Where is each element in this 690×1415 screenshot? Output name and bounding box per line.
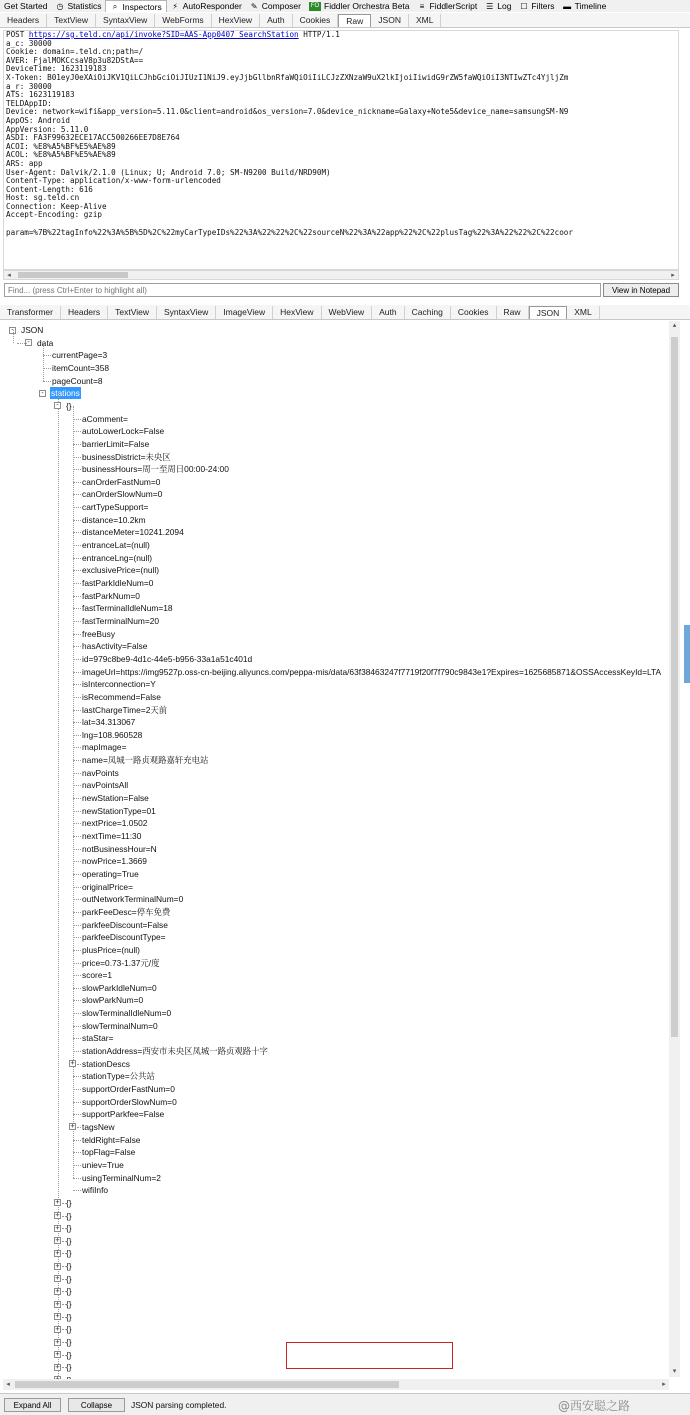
request-header-line: Content-Length: 616 xyxy=(6,184,93,194)
tree-guide-line xyxy=(73,570,81,571)
tree-guide-line xyxy=(73,798,81,799)
toolbar-tab-inspectors[interactable] xyxy=(105,0,166,12)
tree-node-station[interactable]: {} xyxy=(66,1197,72,1208)
status-message: JSON parsing completed. xyxy=(131,1400,227,1410)
tree-guide-line xyxy=(73,811,81,812)
tree-node-field[interactable]: aComment= xyxy=(82,413,128,424)
request-header-line: User-Agent: Dalvik/2.1.0 (Linux; U; Android 7.0; SM-N9200 Build/NRD90M) xyxy=(6,167,331,177)
scrollbar-thumb[interactable] xyxy=(18,272,128,278)
tree-guide-line xyxy=(73,937,81,938)
expand-all-button[interactable]: Expand All xyxy=(4,1398,61,1412)
toolbar-tab-label: Statistics xyxy=(67,1,102,11)
request-header-line: TELDAppID: xyxy=(6,98,52,108)
checkbox-icon: ☐ xyxy=(520,1,528,11)
tree-guide-line xyxy=(73,1038,81,1039)
tree-node-station[interactable]: {} xyxy=(66,1311,72,1322)
tree-guide-line xyxy=(43,381,51,382)
tree-node-field[interactable]: autoLowerLock=False xyxy=(82,426,165,437)
tree-node-field[interactable]: parkFeeDesc=停车免费 xyxy=(82,906,171,917)
expand-toggle-icon[interactable]: + xyxy=(55,1324,60,1333)
tree-node-field[interactable]: navPointsAll xyxy=(82,780,129,791)
tree-node-station[interactable]: {} xyxy=(66,1273,72,1284)
log-icon: ☰ xyxy=(486,1,494,11)
expand-toggle-icon[interactable]: + xyxy=(55,1248,60,1257)
request-header-line: AppOS: Android xyxy=(6,115,71,125)
tree-guide-line xyxy=(73,1051,81,1052)
tree-node-field[interactable]: freeBusy xyxy=(82,628,116,639)
tree-node-field[interactable]: supportOrderFastNum=0 xyxy=(82,1084,175,1094)
tab-headers[interactable]: Headers xyxy=(61,306,108,319)
expand-toggle-icon[interactable]: + xyxy=(55,1362,60,1371)
tree-node-field[interactable]: plusPrice=(null) xyxy=(82,944,140,955)
response-inspector-tabs xyxy=(0,305,690,320)
script-icon: ≡ xyxy=(419,1,425,11)
tab-hexview[interactable]: HexView xyxy=(212,14,260,27)
tree-guide-line xyxy=(73,659,81,660)
tab-syntaxview[interactable]: SyntaxView xyxy=(96,14,155,27)
tree-guide-line xyxy=(73,760,81,761)
tree-node-station[interactable]: {} xyxy=(66,1337,72,1347)
toolbar-tab-fiddler-orchestra-beta[interactable] xyxy=(305,0,414,12)
tree-guide-line xyxy=(73,419,81,420)
scroll-down-icon[interactable]: ▾ xyxy=(672,1368,677,1375)
expand-toggle-icon[interactable]: + xyxy=(55,1261,60,1270)
tab-webforms[interactable]: WebForms xyxy=(155,14,211,27)
tab-webview[interactable]: WebView xyxy=(322,306,373,319)
tree-node-station[interactable]: {} xyxy=(66,1286,72,1297)
tree-node-field[interactable]: distanceMeter=10241.2094 xyxy=(82,527,184,538)
tree-guide-line xyxy=(73,1114,81,1115)
tree-vertical-scrollbar[interactable] xyxy=(669,321,680,1377)
expand-toggle-icon[interactable]: + xyxy=(55,1337,60,1346)
toolbar-tab-label: Fiddler Orchestra Beta xyxy=(324,1,410,11)
toolbar-tab-fiddlerscript[interactable] xyxy=(414,0,482,12)
tree-node-field[interactable]: fastTerminalNum=20 xyxy=(82,615,160,626)
tree-guide-line xyxy=(73,558,81,559)
tree-guide-line xyxy=(73,494,81,495)
expand-toggle-icon[interactable]: + xyxy=(70,1122,75,1131)
toolbar-tab-timeline[interactable] xyxy=(559,0,611,12)
tree-guide-line xyxy=(77,1064,81,1065)
tree-guide-line xyxy=(73,457,81,458)
expand-toggle-icon[interactable]: + xyxy=(55,1211,60,1219)
tree-guide-line xyxy=(73,899,81,900)
tree-node-field[interactable]: hasActivity=False xyxy=(82,641,148,652)
collapse-button[interactable]: Collapse xyxy=(68,1398,125,1412)
tree-guide-line xyxy=(73,507,81,508)
tree-node-field[interactable]: canOrderFastNum=0 xyxy=(82,476,161,487)
stopwatch-icon: ◷ xyxy=(56,1,64,11)
scroll-left-icon[interactable]: ◂ xyxy=(6,1381,10,1388)
tree-node-field[interactable]: usingTerminalNum=2 xyxy=(82,1172,161,1183)
tree-guide-line xyxy=(73,1178,81,1179)
tree-node-field[interactable]: supportParkfee=False xyxy=(82,1109,165,1120)
expand-toggle-icon[interactable]: + xyxy=(55,1299,60,1308)
toolbar-tab-label: Composer xyxy=(261,1,301,11)
tree-node-field[interactable]: cartTypeSupport= xyxy=(82,502,149,513)
tree-node-field[interactable]: imageUrl=https://img9527p.oss-cn-beijing.aliyuncs.com/peppa-mis/data/63f38463247f7719f20f7f790c9843e1?Expires=1625685871&OSSAccessKeyId=LTA xyxy=(82,666,662,677)
tab-cookies[interactable]: Cookies xyxy=(293,14,339,27)
red-highlight-box xyxy=(286,1342,453,1369)
request-header-line: AppVersion: 5.11.0 xyxy=(6,124,89,134)
tree-node-field[interactable]: nextTime=11:30 xyxy=(82,831,142,841)
tree-node-field[interactable]: notBusinessHour=N xyxy=(82,843,157,854)
tree-node-root[interactable]: JSON xyxy=(21,325,44,335)
request-header-line: AVER: FjalMOKCcsaV8p3u82DStA== xyxy=(6,55,144,65)
tree-node-field[interactable]: itemCount=358 xyxy=(52,362,110,373)
request-header-line: a_r: 30000 xyxy=(6,81,52,91)
expand-toggle-icon[interactable]: + xyxy=(55,1236,60,1245)
toolbar-tab-label: Get Started xyxy=(4,1,48,11)
main-toolbar xyxy=(0,0,690,12)
tree-guide-line xyxy=(73,861,81,862)
toolbar-tab-label: Log xyxy=(497,1,512,11)
tree-node-station[interactable]: {} xyxy=(66,400,72,411)
tree-guide-line xyxy=(73,1013,81,1014)
request-inspector-tabs xyxy=(0,13,690,28)
tree-guide-line xyxy=(73,634,81,635)
tree-node-field[interactable]: slowTerminalIdleNum=0 xyxy=(82,1008,172,1019)
request-header-line: ASDI: FA3F99632ECE17ACC500266EE7D8E764 xyxy=(6,133,180,143)
tree-guide-line xyxy=(73,646,81,647)
collapse-toggle-icon[interactable]: - xyxy=(40,388,45,397)
tree-node-field[interactable]: stationAddress=西安市未央区凤城一路贞观路十字 xyxy=(82,1046,268,1057)
find-input[interactable] xyxy=(4,283,601,297)
tree-node-field[interactable]: fastParkIdleNum=0 xyxy=(82,578,154,588)
tree-guide-line xyxy=(73,1102,81,1103)
tree-node-field[interactable]: isRecommend=False xyxy=(82,691,161,702)
tree-guide-line xyxy=(17,343,27,344)
request-header-line: Connection: Keep-Alive xyxy=(6,201,107,211)
toolbar-tab-label: Inspectors xyxy=(122,1,162,12)
tab-hexview[interactable]: HexView xyxy=(273,306,321,319)
tree-node-data[interactable]: data xyxy=(37,337,54,348)
tree-guide-line xyxy=(73,596,81,597)
tree-node-station[interactable]: {} xyxy=(66,1235,72,1246)
tree-node-field[interactable]: exclusivePrice=(null) xyxy=(82,565,160,576)
scroll-right-icon[interactable]: ▸ xyxy=(671,272,675,279)
tree-node-field[interactable]: outNetworkTerminalNum=0 xyxy=(82,894,184,905)
tree-guide-line xyxy=(77,1127,81,1128)
tab-json[interactable]: JSON xyxy=(529,306,568,319)
tree-guide-line xyxy=(73,849,81,850)
json-tree-view[interactable] xyxy=(3,321,669,1377)
tree-guide-line xyxy=(73,621,81,622)
request-header-line: a_c: 30000 xyxy=(6,38,52,48)
tree-node-field[interactable]: teldRight=False xyxy=(82,1134,141,1145)
tree-node-field[interactable]: lastChargeTime=2天前 xyxy=(82,704,168,715)
raw-request-text[interactable] xyxy=(3,30,679,270)
tree-guide-line xyxy=(73,912,81,913)
tree-guide-line xyxy=(73,1165,81,1166)
tab-raw[interactable]: Raw xyxy=(338,14,371,27)
tab-syntaxview[interactable]: SyntaxView xyxy=(157,306,216,319)
scrollbar-thumb[interactable] xyxy=(15,1381,399,1388)
tab-xml[interactable]: XML xyxy=(567,306,599,319)
tree-node-field[interactable]: entranceLng=(null) xyxy=(82,552,153,563)
tree-guide-line xyxy=(43,368,51,369)
tree-node-station[interactable]: {} xyxy=(66,1362,72,1373)
request-line: POST https://sg.teld.cn/api/invoke?SID=AAS-App0407_SearchStation HTTP/1.1 xyxy=(6,30,340,39)
request-body: param=%7B%22tagInfo%22%3A%5B%5D%2C%22myCarTypeIDs%22%3A%22%22%2C%22sourceN%22%3A%22app%22%2C%22plusTag%22%3A%22%22%2C%22coor xyxy=(6,227,573,237)
raw-horizontal-scrollbar[interactable] xyxy=(3,270,679,280)
tab-headers[interactable]: Headers xyxy=(0,14,47,27)
tree-node-field[interactable]: name=凤城一路贞观路嘉轩充电站 xyxy=(82,755,209,766)
tree-node-station[interactable]: {} xyxy=(66,1349,72,1360)
request-header-line: Device: network=wifi&app_version=5.11.0&client=android&os_version=7.0&device_nickname=Galaxy+Note5&device_name=samsungSM-N9 xyxy=(6,107,569,117)
toolbar-tab-label: FiddlerScript xyxy=(429,1,478,11)
request-header-line: Cookie: domain=.teld.cn;path=/ xyxy=(6,47,144,57)
tree-guide-line xyxy=(73,608,81,609)
tree-guide-line xyxy=(73,988,81,989)
tree-guide-line xyxy=(73,836,81,837)
toolbar-tab-label: Timeline xyxy=(574,1,607,11)
toolbar-tab-filters[interactable] xyxy=(515,0,558,12)
expand-toggle-icon[interactable]: + xyxy=(55,1350,60,1359)
tree-guide-line xyxy=(73,1000,81,1001)
tree-node-field[interactable]: wifiInfo xyxy=(82,1185,109,1196)
tab-textview[interactable]: TextView xyxy=(47,14,96,27)
tree-guide-line xyxy=(73,747,81,748)
tree-guide-line xyxy=(73,874,81,875)
scroll-up-icon[interactable]: ▴ xyxy=(672,322,677,329)
tree-node-field[interactable]: nowPrice=1.3669 xyxy=(82,856,147,867)
tree-node-field[interactable]: lng=108.960528 xyxy=(82,729,143,740)
tree-guide-line xyxy=(73,773,81,774)
tree-node-field[interactable]: navPoints xyxy=(82,767,119,778)
tree-guide-line xyxy=(73,469,81,470)
tree-guide-line xyxy=(43,343,44,381)
expand-toggle-icon[interactable]: + xyxy=(55,1312,60,1321)
tree-node-field[interactable]: staStar= xyxy=(82,1033,114,1044)
tree-node-station[interactable]: {} xyxy=(66,1299,72,1310)
tree-node-field[interactable]: newStation=False xyxy=(82,793,149,804)
tree-guide-line xyxy=(73,1026,81,1027)
tree-guide-line xyxy=(73,722,81,723)
toolbar-tab-label: AutoResponder xyxy=(182,1,242,11)
expand-toggle-icon[interactable]: + xyxy=(55,1198,60,1207)
tree-node-field[interactable]: tagsNew xyxy=(82,1121,115,1132)
tab-xml[interactable]: XML xyxy=(409,14,441,27)
tree-guide-line xyxy=(73,1089,81,1090)
request-header-line: DeviceTime: 1623119183 xyxy=(6,64,107,74)
tree-node-station[interactable]: {} xyxy=(66,1248,72,1259)
tree-node-field[interactable]: nextPrice=1.0502 xyxy=(82,818,148,829)
lightning-icon: ⚡ xyxy=(172,1,179,11)
tree-node-field[interactable]: slowParkNum=0 xyxy=(82,995,144,1006)
tree-guide-line xyxy=(73,1140,81,1141)
toolbar-tab-label: Filters xyxy=(531,1,555,11)
tree-guide-line xyxy=(73,583,81,584)
status-bar xyxy=(0,1393,690,1415)
tab-json[interactable]: JSON xyxy=(371,14,409,27)
collapse-toggle-icon[interactable]: - xyxy=(10,325,15,334)
tree-guide-line xyxy=(73,925,81,926)
tree-guide-line xyxy=(73,823,81,824)
tree-node-field[interactable]: stationDescs xyxy=(82,1058,130,1069)
tree-guide-line xyxy=(73,431,81,432)
scroll-right-icon[interactable]: ▸ xyxy=(662,1381,666,1388)
tab-cookies[interactable]: Cookies xyxy=(451,306,497,319)
tree-node-station[interactable]: {} xyxy=(66,1223,72,1234)
tree-guide-line xyxy=(73,785,81,786)
tree-guide-line xyxy=(73,1190,81,1191)
request-header-line: ACOL: %E8%A5%BF%E5%AE%89 xyxy=(6,150,116,160)
tree-node-field[interactable]: currentPage=3 xyxy=(52,350,108,361)
tree-node-field[interactable]: businessHours=周一至周日00:00-24:00 xyxy=(82,464,229,475)
tree-guide-line xyxy=(73,710,81,711)
tree-guide-line xyxy=(13,330,14,343)
request-header-line: Accept-Encoding: gzip xyxy=(6,210,103,220)
tab-transformer[interactable]: Transformer xyxy=(0,306,61,319)
toolbar-tab-log[interactable] xyxy=(481,0,515,12)
tree-node-field[interactable]: mapImage= xyxy=(82,742,127,753)
tab-auth[interactable]: Auth xyxy=(260,14,293,27)
tree-node-field[interactable]: parkfeeDiscountType= xyxy=(82,932,166,943)
tree-node-field[interactable]: stationType=公共站 xyxy=(82,1071,155,1082)
tree-node-field[interactable]: topFlag=False xyxy=(82,1147,136,1158)
tree-node-field[interactable]: originalPrice= xyxy=(82,881,133,892)
pencil-icon: ✎ xyxy=(250,1,258,11)
tree-node-field[interactable]: parkfeeDiscount=False xyxy=(82,919,168,930)
request-header-line: ACOI: %E8%A5%BF%E5%AE%89 xyxy=(6,141,116,151)
tree-node-field[interactable]: canOrderSlowNum=0 xyxy=(82,489,163,500)
request-header-line: Host: sg.teld.cn xyxy=(6,193,80,203)
collapse-toggle-icon[interactable]: - xyxy=(55,401,60,410)
tree-guide-line xyxy=(43,355,51,356)
tree-guide-line xyxy=(73,963,81,964)
tree-node-field[interactable]: price=0.73-1.37元/度 xyxy=(82,957,160,968)
tree-guide-line xyxy=(73,887,81,888)
tree-guide-line xyxy=(73,735,81,736)
tree-node-field[interactable]: slowTerminalNum=0 xyxy=(82,1020,158,1031)
tree-node-field[interactable]: uniev=True xyxy=(82,1159,124,1170)
expand-toggle-icon[interactable]: + xyxy=(55,1223,60,1232)
tree-node-field[interactable]: supportOrderSlowNum=0 xyxy=(82,1096,177,1107)
inspect-icon: ⌕ xyxy=(112,2,118,11)
tree-node-field[interactable]: slowParkIdleNum=0 xyxy=(82,982,157,993)
tree-guide-line xyxy=(73,444,81,445)
tree-node-field[interactable]: businessDistrict=未央区 xyxy=(82,451,171,462)
request-header-line: X-Token: B01eyJ0eXAiOiJKV1QiLCJhbGciOiJIUzI1NiJ9.eyJjbGllbnRfaWQiOiIiLCJzZXNzaW9uX2lkIjoiIiwidG9rZW5faWQiOiI3NTIwZTc4YjljZm xyxy=(6,72,569,82)
tab-textview[interactable]: TextView xyxy=(108,306,157,319)
scrollbar-thumb[interactable] xyxy=(671,337,678,1037)
tree-node-field[interactable]: fastParkNum=0 xyxy=(82,590,140,601)
tree-node-stations[interactable]: stations xyxy=(51,388,80,399)
tree-node-field[interactable]: operating=True xyxy=(82,868,139,879)
tree-guide-line xyxy=(73,520,81,521)
tree-node-field[interactable]: fastTerminalIdleNum=18 xyxy=(82,603,173,614)
tree-guide-line xyxy=(73,482,81,483)
window-edge xyxy=(684,625,690,683)
tree-guide-line xyxy=(73,532,81,533)
toolbar-tab-get-started[interactable] xyxy=(0,0,51,12)
toolbar-tab-statistics[interactable] xyxy=(51,0,105,12)
expand-toggle-icon[interactable]: + xyxy=(70,1059,75,1068)
tab-auth[interactable]: Auth xyxy=(372,306,405,319)
request-url-link[interactable]: https://sg.teld.cn/api/invoke?SID=AAS-App0407_SearchStation xyxy=(28,30,299,39)
tree-guide-line xyxy=(73,672,81,673)
tree-node-station[interactable]: {} xyxy=(66,1261,72,1272)
tree-guide-line xyxy=(73,697,81,698)
tab-caching[interactable]: Caching xyxy=(405,306,451,319)
fo-icon: FO xyxy=(310,2,320,9)
tree-guide-line xyxy=(73,1076,81,1077)
tree-node-field[interactable]: score=1 xyxy=(82,970,113,981)
tree-horizontal-scrollbar[interactable] xyxy=(3,1379,669,1390)
tab-raw[interactable]: Raw xyxy=(497,306,529,319)
tree-guide-line xyxy=(73,1152,81,1153)
toolbar-tab-autoresponder[interactable] xyxy=(167,0,246,12)
timeline-icon: ▬ xyxy=(563,1,572,11)
watermark: @西安聪之路 xyxy=(558,1399,631,1413)
tree-guide-line xyxy=(73,545,81,546)
tab-imageview[interactable]: ImageView xyxy=(216,306,273,319)
tree-guide-line xyxy=(58,393,59,1380)
tree-node-field[interactable]: entranceLat=(null) xyxy=(82,540,150,551)
tree-node-field[interactable]: isInterconnection=Y xyxy=(82,679,156,690)
tree-node-field[interactable]: distance=10.2km xyxy=(82,514,146,525)
tree-node-field[interactable]: newStationType=01 xyxy=(82,805,156,816)
tree-node-station[interactable]: {} xyxy=(66,1210,72,1221)
tree-guide-line xyxy=(73,684,81,685)
collapse-toggle-icon[interactable]: - xyxy=(26,338,31,347)
tree-node-field[interactable]: lat=34.313067 xyxy=(82,717,136,728)
request-header-line: Content-Type: application/x-www-form-urlencoded xyxy=(6,176,221,186)
tree-node-field[interactable]: id=979c8be9-4d1c-44e5-b956-33a1a51c401d xyxy=(82,653,253,664)
tree-node-field[interactable]: barrierLimit=False xyxy=(82,438,150,449)
tree-guide-line xyxy=(73,975,81,976)
request-header-line: ATS: 1623119183 xyxy=(6,90,75,100)
view-in-notepad-button[interactable]: View in Notepad xyxy=(603,283,679,297)
tree-guide-line xyxy=(73,950,81,951)
toolbar-tab-composer[interactable] xyxy=(246,0,305,12)
request-header-line: ARS: app xyxy=(6,158,43,168)
scroll-left-icon[interactable]: ◂ xyxy=(7,272,11,279)
tree-node-field[interactable]: pageCount=8 xyxy=(52,375,103,386)
expand-toggle-icon[interactable]: + xyxy=(55,1286,60,1295)
tree-node-station[interactable]: {} xyxy=(66,1324,72,1335)
expand-toggle-icon[interactable]: + xyxy=(55,1274,60,1283)
